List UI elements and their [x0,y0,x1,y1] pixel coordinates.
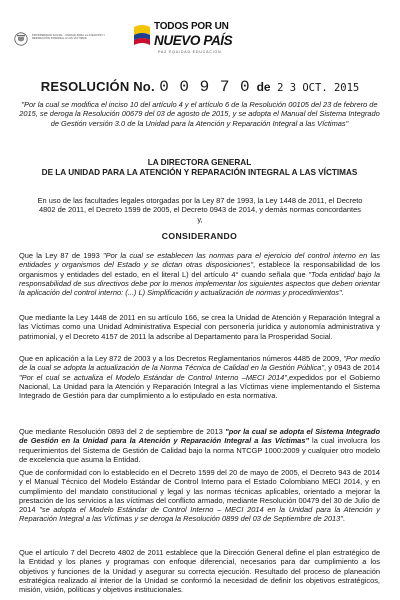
p3-text-a: Que en aplicación a la Ley 872 de 2003 y a los Decretos Reglamentarios números 4485 de 2009, [19,354,344,363]
resolution-title [0,78,400,96]
p4-quote: "por la cual se adopta el Sistema Integrado de Gestión en la Unidad para la Atención y Reparación Integral a las Víctimas" [19,427,380,446]
authority-heading [19,158,380,178]
p5-quote: "se adopta el Modelo Estándar de Control Interno – MECI 2014 en la Unidad para la Atención y Reparación Integral a las Víctimas y se deroga la Resolución 0899 del 03 de Septiembre de 2013" [19,505,380,524]
brand-line-2: NUEVO PAÍS [154,33,233,48]
resolution-date: 2 3 OCT. 2015 [277,82,360,94]
p4-text-a: Que mediante Resolución 0893 del 2 de septiembre de 2013 [19,427,226,436]
paragraph-3 [19,354,380,400]
agency-name: PROSPERIDAD SOCIAL · UNIDAD PARA LA ATENCIÓN Y REPARACIÓN INTEGRAL A LAS VÍCTIMAS [32,34,106,41]
brand-line-3: PAZ EQUIDAD EDUCACIÓN [158,50,222,54]
flag-icon [132,23,152,49]
p5-text-a: Que de conformidad con lo establecido en el Decreto 1599 del 20 de mayo de 2005, el Decreto 943 de 2014 y el Manual Técnico del Modelo Estándar de Control Interno para el Estado Colombiano MECI 2014, y en cumplimiento del mandato constitucional y legal y las normas técnicas aplicables, orientado a mejorar la prestación de los servicios a las víctimas del conflicto armado, mediante Resolución 00479 del 30 de Julio de 2014 [19,468,380,515]
p4-text-c: la cual involucra los requerimientos del Sistema de Gestión de Calidad bajo la norma NTCGP 1000:2009 y cualquier otro modelo de excelencia que asuma la Entidad. [19,436,380,464]
paragraph-5 [19,468,380,524]
p1-text-c: , establece la responsabilidad de los organismos y entidades del estado, en el literal L) del artículo 4° cuando señala que [19,260,381,279]
paragraph-1 [19,251,380,297]
paragraph-6: Que el artículo 7 del Decreto 4802 de 2011 establece que la Dirección General define el plan estratégico de la Entidad y los planes y programas con enfoque diferencial, necesarios para dar cumplimiento a los objetivos y funciones de la Unidad y asegurar su correcta ejecución. Resultado del proceso de planeación estratégica realizado al interior de la Unidad se conformó la necesidad de definir los objetivos estratégicos, misión, visión, políticas y objetivos institucionales. [19,548,380,595]
resolution-number: 0 0 9 7 0 [159,78,251,96]
p3-quote-2: "Por el cual se actualiza el Modelo Estándar de Control Interno –MECI 2014" [19,372,287,382]
brand-logo [132,21,233,61]
p1-quote-1: "Por la cual se establecen las normas para el ejercicio del control interno en las entidades y organismos del Estado y se dictan otras disposiciones" [19,251,380,270]
resolution-de: de [256,80,271,94]
coat-of-arms-icon [14,32,28,46]
p3-quote-1: "Por medio de la cual se adopta la actualización de la Norma Técnica de Calidad en la Gestión Pública" [19,354,380,373]
resolution-summary: "Por la cual se modifica el inciso 10 del artículo 4 y el artículo 6 de la Resolución 00105 del 23 de febrero de 2015, se deroga la Resolución 00679 del 03 de agosto de 2015, y se adopta el Manual del Sistema Integrado de Gestión versión 3.0 de la Unidad para la Atención y Reparación Integral a las Víctimas" [19,100,380,128]
paragraph-4 [19,427,380,464]
brand-line-1: TODOS POR UN [154,21,229,32]
legal-powers: En uso de las facultades legales otorgadas por la Ley 87 de 1993, la Ley 1448 de 2011, el Decreto 4802 de 2011, el Decreto 1599 de 2005, el Decreto 0943 de 2014, y demás normas concordantes y, [37,196,363,224]
p3-text-c: , y 0943 de 2014 [324,363,380,373]
resolution-label: RESOLUCIÓN No. [40,79,155,94]
p1-text-a: Que la Ley 87 de 1993 [19,251,103,260]
p3-text-e: ,expedidos por el Gobierno Nacional, La Unidad para la Atención y Reparación Integral a las Víctimas viene implementando el Sistema Integrado de Gestión para dar cumplimiento a lo estipulado en esta normativa. [19,372,380,401]
authority-line-2: DE LA UNIDAD PARA LA ATENCIÓN Y REPARACIÓN INTEGRAL A LAS VÍCTIMAS [41,168,358,177]
considerando-heading: CONSIDERANDO [161,231,238,241]
p1-quote-2: "Toda entidad bajo la responsabilidad de sus directivos debe por lo menos implementar los siguientes aspectos que deben orientar la aplicación del control interno: (...) L) Simplificación y actualización de normas y procedimientos". [19,269,380,298]
authority-line-1: LA DIRECTORA GENERAL [147,158,252,167]
paragraph-2: Que mediante la Ley 1448 de 2011 en su artículo 166, se crea la Unidad de Atención y Reparación Integral a las Víctimas como una Unidad Administrativa Especial con personería jurídica y autonomía administrativa y patrimonial, y el Decreto 4157 de 2011 la adscribe al Departamento para la Prosperidad Social. [19,313,380,341]
p5-text-c: . [342,514,345,524]
